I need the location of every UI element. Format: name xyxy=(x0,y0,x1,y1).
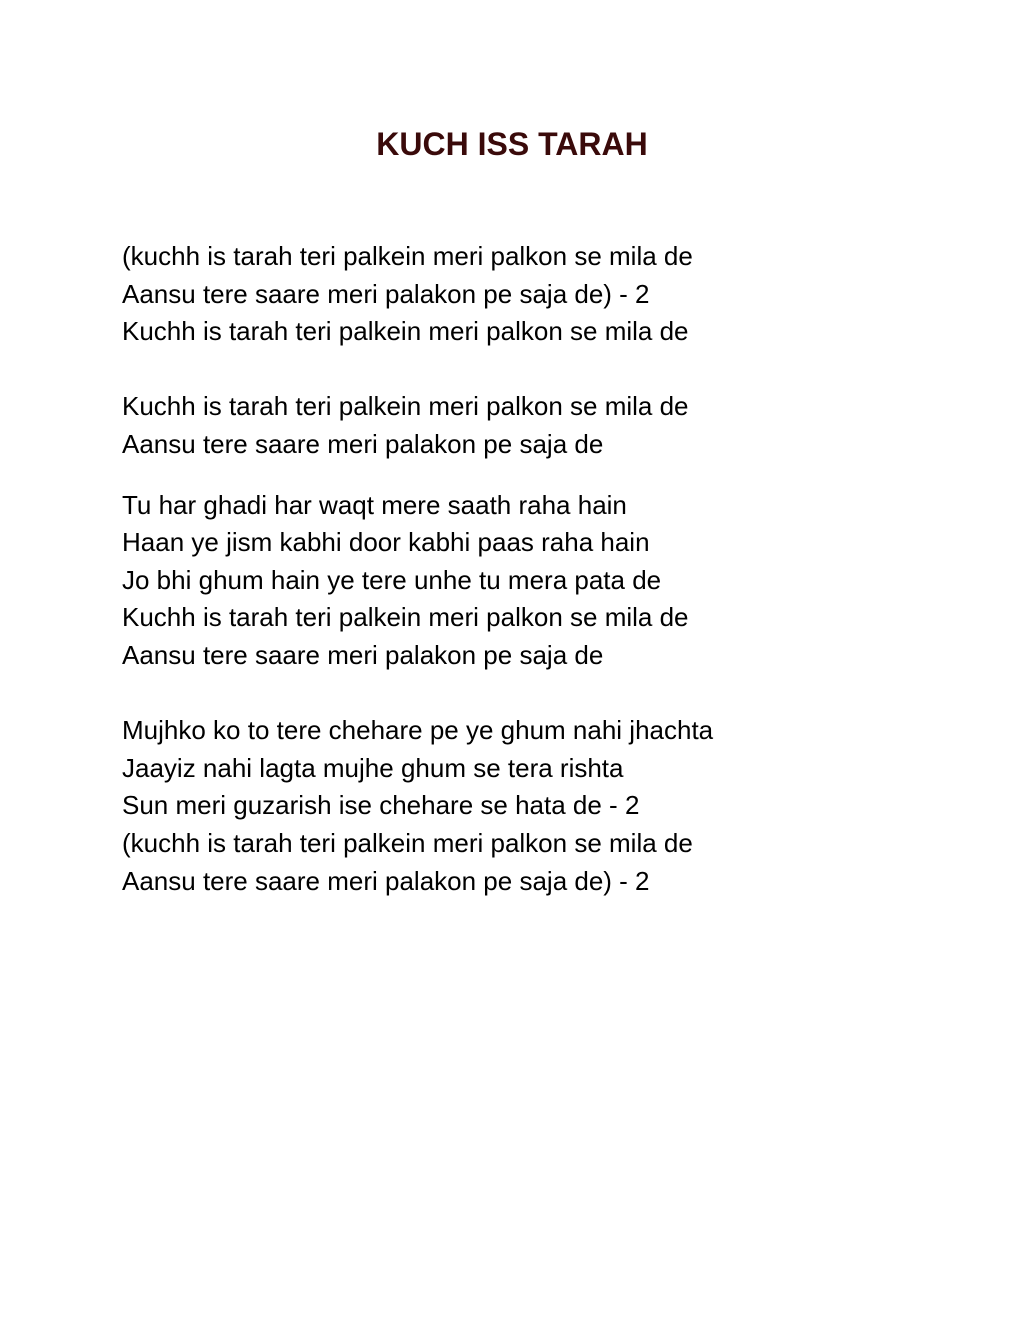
stanza-2 xyxy=(122,388,902,463)
lyric-line: (kuchh is tarah teri palkein meri palkon se mila de xyxy=(122,827,693,858)
lyric-line: Aansu tere saare meri palakon pe saja de xyxy=(122,639,604,670)
lyric-line: Tu har ghadi har waqt mere saath raha hain xyxy=(122,489,627,520)
lyric-line: Kuchh is tarah teri palkein meri palkon se mila de xyxy=(122,602,689,633)
lyric-line: Sun meri guzarish ise chehare se hata de - 2 xyxy=(122,790,640,821)
page-title: KUCH ISS TARAH xyxy=(376,126,648,162)
lyric-line: Aansu tere saare meri palakon pe saja de) - 2 xyxy=(122,278,650,309)
stanza-1 xyxy=(122,238,902,351)
lyric-line: Aansu tere saare meri palakon pe saja de) - 2 xyxy=(122,865,650,896)
lyric-line: (kuchh is tarah teri palkein meri palkon se mila de xyxy=(122,241,693,271)
stanza-4 xyxy=(122,712,902,900)
lyrics-body xyxy=(122,238,902,900)
lyric-line: Haan ye jism kabhi door kabhi paas raha hain xyxy=(122,527,650,558)
lyric-line: Kuchh is tarah teri palkein meri palkon se mila de xyxy=(122,316,689,347)
lyric-line: Kuchh is tarah teri palkein meri palkon se mila de xyxy=(122,391,689,422)
stanza-3 xyxy=(122,487,902,675)
lyric-line: Aansu tere saare meri palakon pe saja de xyxy=(122,428,604,459)
lyric-line: Mujhko ko to tere chehare pe ye ghum nahi jhachta xyxy=(122,715,714,746)
lyric-line: Jaayiz nahi lagta mujhe ghum se tera rishta xyxy=(122,752,624,783)
lyric-line: Jo bhi ghum hain ye tere unhe tu mera pata de xyxy=(122,564,662,595)
